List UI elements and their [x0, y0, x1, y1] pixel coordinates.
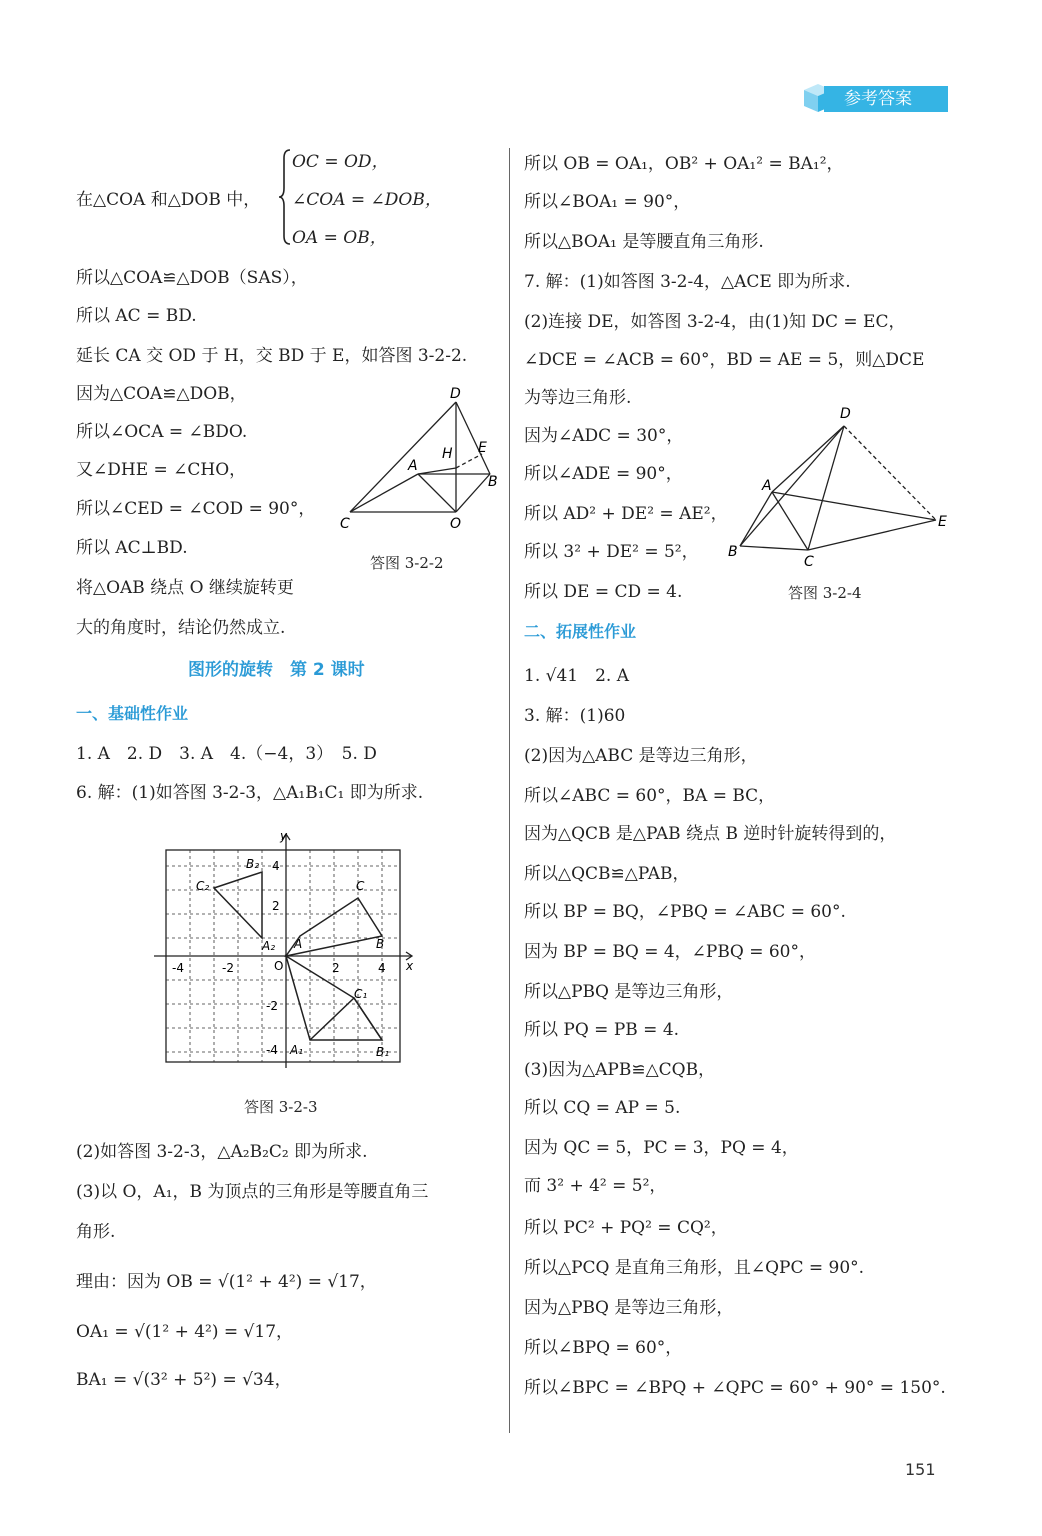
left-line-13: 大的角度时，结论仍然成立. — [76, 618, 286, 638]
fig322-label-a: A — [408, 458, 418, 474]
right-line-15: (2)因为△ABC 是等边三角形， — [524, 746, 758, 766]
subheading-basic: 一、基础性作业 — [76, 704, 189, 723]
fig323-ytick-n2: -2 — [266, 999, 278, 1013]
right-line-14: 3. 解：(1)60 — [524, 706, 626, 726]
header-badge — [800, 80, 948, 114]
fig323-label-b: B — [376, 937, 385, 951]
right-line-22: 所以 PQ = PB = 4. — [524, 1020, 680, 1040]
figure-3-2-2 — [338, 382, 504, 532]
left-line-10: 所以∠CED = ∠COD = 90°， — [76, 499, 316, 519]
fig322-label-d: D — [450, 386, 461, 402]
fig324-label-c: C — [804, 554, 814, 570]
fig323-origin: O — [274, 959, 284, 973]
figure-3-2-2-caption: 答图 3-2-2 — [370, 554, 444, 572]
right-line-26: 而 3² + 4² = 5²， — [524, 1176, 667, 1196]
fig323-label-c2: C₂ — [196, 879, 210, 893]
fig324-label-e: E — [938, 514, 947, 530]
right-line-25: 因为 QC = 5，PC = 3，PQ = 4， — [524, 1138, 799, 1158]
right-line-20: 因为 BP = BQ = 4，∠PBQ = 60°， — [524, 942, 816, 962]
right-line-3: 所以△BOA₁ 是等腰直角三角形. — [524, 232, 764, 252]
right-line-19: 所以 BP = BQ，∠PBQ = ∠ABC = 60°. — [524, 902, 846, 922]
fig323-axis-y: y — [280, 829, 288, 843]
left-line-8: 所以∠OCA = ∠BDO. — [76, 422, 248, 442]
right-line-1: 所以 OB = OA₁，OB² + OA₁² = BA₁²， — [524, 154, 844, 174]
fig322-label-o: O — [450, 516, 462, 532]
fig323-axis-x: x — [406, 959, 414, 973]
left-line-16: (2)如答图 3-2-3，△A₂B₂C₂ 即为所求. — [76, 1142, 368, 1162]
left-line-7: 因为△COA≌△DOB， — [76, 384, 247, 404]
header-badge-label: 参考答案 — [824, 86, 948, 112]
right-line-18: 所以△QCB≌△PAB， — [524, 864, 690, 884]
left-line-21: BA₁ = √(3² + 5²) = √34， — [76, 1370, 292, 1390]
fig323-xtick-2: 2 — [332, 961, 340, 975]
column-divider — [509, 148, 510, 1433]
fig323-label-a: A — [294, 937, 303, 951]
left-line-12: 将△OAB 绕点 O 继续旋转更 — [76, 578, 294, 598]
figure-3-2-3-caption: 答图 3-2-3 — [244, 1098, 318, 1116]
fig322-label-c: C — [340, 516, 350, 532]
left-line-3: OA = OB， — [292, 228, 387, 248]
fig322-label-e: E — [478, 440, 487, 456]
left-line-9: 又∠DHE = ∠CHO， — [76, 460, 247, 480]
subheading-extended: 二、拓展性作业 — [524, 622, 637, 641]
right-line-29: 因为△PBQ 是等边三角形， — [524, 1298, 734, 1318]
right-line-27: 所以 PC² + PQ² = CQ²， — [524, 1218, 728, 1238]
fig323-label-b1: B₁ — [376, 1045, 390, 1059]
left-line-17: (3)以 O，A₁，B 为顶点的三角形是等腰直角三 — [76, 1182, 429, 1202]
right-line-5: (2)连接 DE，如答图 3-2-4，由(1)知 DC = EC， — [524, 312, 906, 332]
right-line-23: (3)因为△APB≌△CQB， — [524, 1060, 716, 1080]
right-line-12: 所以 DE = CD = 4. — [524, 582, 683, 602]
fig322-label-b: B — [488, 474, 498, 490]
right-line-2: 所以∠BOA₁ = 90°， — [524, 192, 691, 212]
right-line-7: 为等边三角形. — [524, 388, 632, 408]
fig323-label-b2: B₂ — [246, 857, 260, 871]
fig323-xtick-4: 4 — [378, 961, 386, 975]
right-line-4: 7. 解：(1)如答图 3-2-4，△ACE 即为所求. — [524, 272, 851, 292]
fig323-label-c: C — [356, 879, 365, 893]
left-line-2b: ∠COA = ∠DOB， — [292, 190, 442, 210]
right-line-31: 所以∠BPC = ∠BPQ + ∠QPC = 60° + 90° = 150°. — [524, 1378, 946, 1398]
right-line-17: 因为△QCB 是△PAB 绕点 B 逆时针旋转得到的， — [524, 824, 897, 844]
fig323-label-c1: C₁ — [354, 987, 368, 1001]
left-line-6: 延长 CA 交 OD 于 H，交 BD 于 E，如答图 3-2-2. — [76, 346, 468, 366]
fig324-label-b: B — [728, 544, 738, 560]
left-line-18: 角形. — [76, 1222, 116, 1242]
fig323-ytick-4: 4 — [272, 859, 280, 873]
right-line-13: 1. √41 2. A — [524, 666, 629, 686]
figure-3-2-4 — [724, 402, 954, 572]
right-line-10: 所以 AD² + DE² = AE²， — [524, 504, 728, 524]
right-line-21: 所以△PBQ 是等边三角形， — [524, 982, 734, 1002]
left-line-19: 理由：因为 OB = √(1² + 4²) = √17， — [76, 1272, 377, 1292]
figure-3-2-4-caption: 答图 3-2-4 — [788, 584, 862, 602]
left-line-1: OC = OD， — [292, 152, 389, 172]
right-line-30: 所以∠BPQ = 60°， — [524, 1338, 683, 1358]
fig323-label-a1: A₁ — [290, 1043, 304, 1057]
fig323-label-a2: A₂ — [262, 939, 276, 953]
figure-3-2-3 — [150, 828, 420, 1078]
fig323-xtick-n2: -2 — [222, 961, 234, 975]
left-brace — [278, 148, 292, 246]
left-line-11: 所以 AC⊥BD. — [76, 538, 188, 558]
right-line-6: ∠DCE = ∠ACB = 60°，BD = AE = 5，则△DCE — [524, 350, 925, 370]
right-line-28: 所以△PCQ 是直角三角形，且∠QPC = 90°. — [524, 1258, 865, 1278]
fig323-xtick-n4: -4 — [172, 961, 184, 975]
left-line-2a: 在△COA 和△DOB 中， — [76, 190, 261, 210]
right-line-11: 所以 3² + DE² = 5²， — [524, 542, 699, 562]
left-line-14: 1. A 2. D 3. A 4.（−4，3） 5. D — [76, 744, 377, 764]
fig323-ytick-2: 2 — [272, 899, 280, 913]
left-line-4: 所以△COA≌△DOB（SAS）， — [76, 268, 308, 288]
section-title: 图形的旋转 第 2 课时 — [188, 660, 365, 680]
fig323-ytick-n4: -4 — [266, 1043, 278, 1057]
left-line-20: OA₁ = √(1² + 4²) = √17， — [76, 1322, 294, 1342]
left-line-5: 所以 AC = BD. — [76, 306, 197, 326]
right-line-9: 所以∠ADE = 90°， — [524, 464, 683, 484]
fig324-label-a: A — [762, 478, 772, 494]
fig322-label-h: H — [442, 446, 453, 462]
right-line-8: 因为∠ADC = 30°， — [524, 426, 684, 446]
right-line-16: 所以∠ABC = 60°，BA = BC， — [524, 786, 776, 806]
right-line-24: 所以 CQ = AP = 5. — [524, 1098, 681, 1118]
left-line-15: 6. 解：(1)如答图 3-2-3，△A₁B₁C₁ 即为所求. — [76, 783, 424, 803]
page-number: 151 — [905, 1460, 936, 1479]
fig324-label-d: D — [840, 406, 851, 422]
